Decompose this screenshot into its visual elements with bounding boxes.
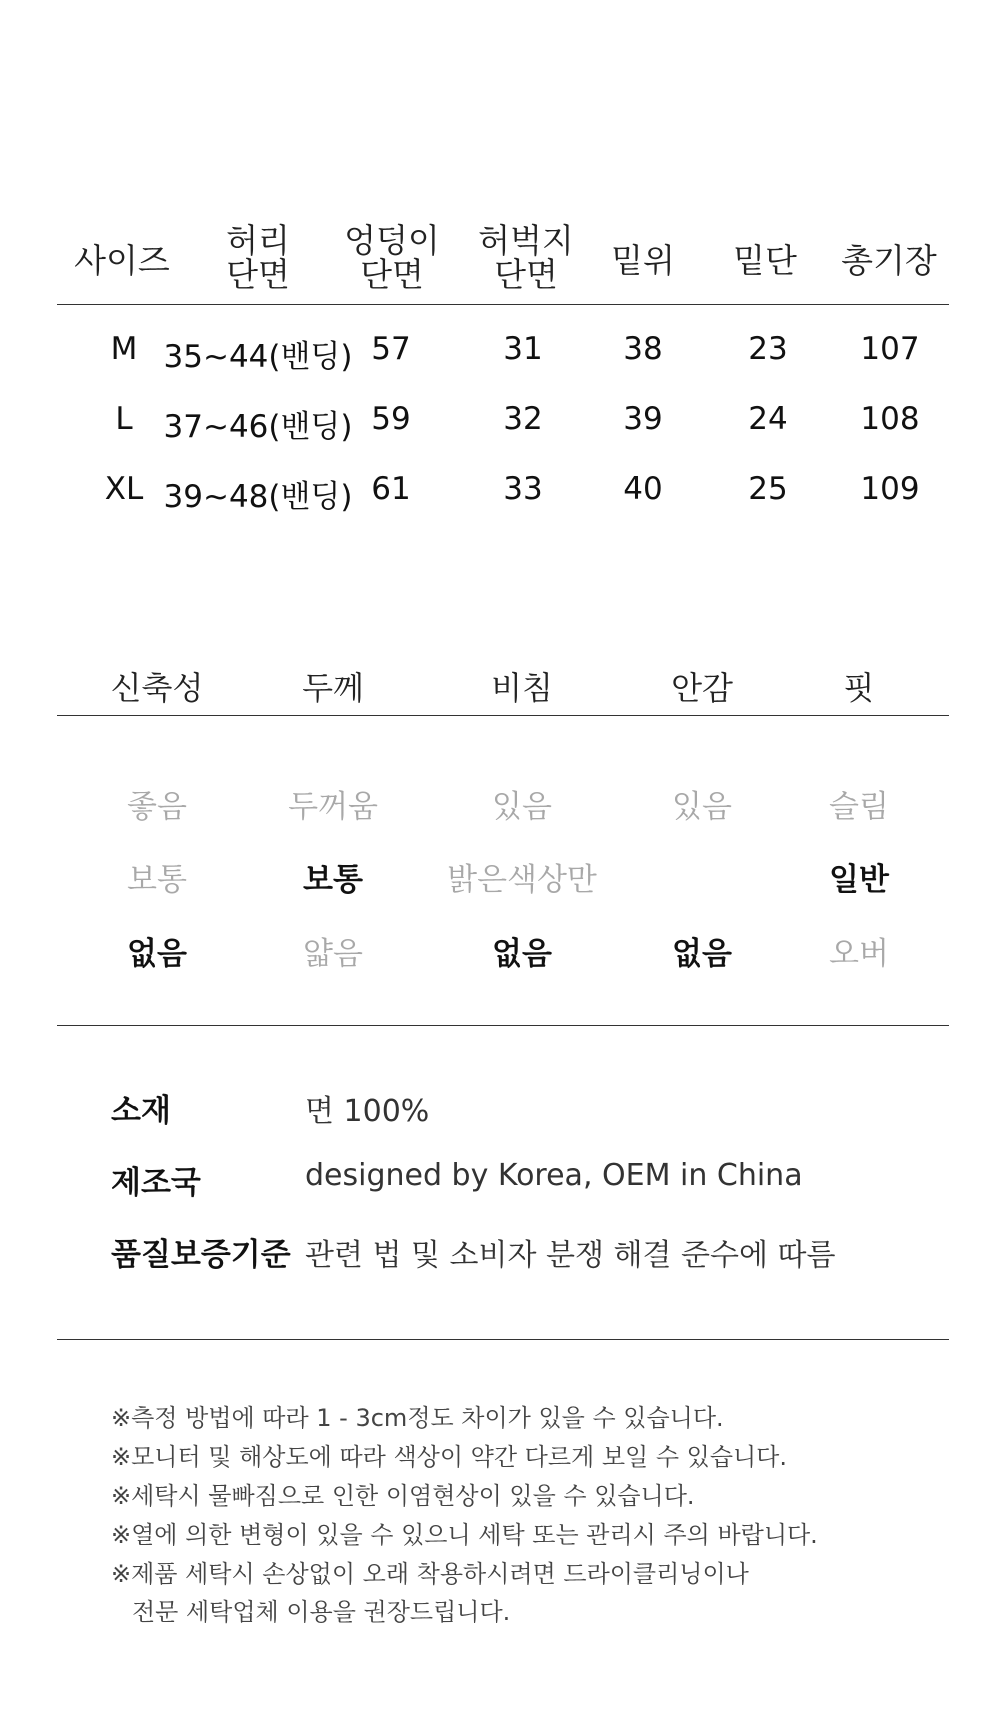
prop-header-stretch: 신축성 bbox=[110, 669, 204, 707]
option-fit-selected: 일반 bbox=[829, 862, 889, 898]
note-line: ※측정 방법에 따라 1 - 3cm정도 차이가 있을 수 있습니다. bbox=[111, 1404, 724, 1432]
cell-size: XL bbox=[104, 471, 144, 507]
header-hip bbox=[344, 221, 440, 294]
option-sheerness-selected: 없음 bbox=[492, 936, 552, 972]
cell-thigh: 32 bbox=[503, 401, 543, 437]
note-line: ※세탁시 물빠짐으로 인한 이염현상이 있을 수 있습니다. bbox=[111, 1482, 695, 1510]
note-line: ※제품 세탁시 손상없이 오래 착용하시려면 드라이클리닝이나 bbox=[111, 1560, 749, 1588]
cell-hem: 23 bbox=[748, 331, 788, 367]
size-table-divider bbox=[57, 304, 949, 305]
header-hem bbox=[733, 241, 797, 280]
header-total-length-label: 총기장 bbox=[841, 241, 937, 280]
section-divider bbox=[57, 1339, 949, 1340]
header-hip-line2: 단면 bbox=[360, 255, 424, 294]
option-sheerness: 있음 bbox=[492, 789, 552, 825]
cell-hem: 25 bbox=[748, 471, 788, 507]
option-fit: 슬림 bbox=[829, 789, 889, 825]
option-stretch: 좋음 bbox=[127, 789, 187, 825]
info-value-origin: designed by Korea, OEM in China bbox=[305, 1158, 803, 1193]
header-thigh-line1: 허벅지 bbox=[478, 221, 574, 260]
option-stretch-selected: 없음 bbox=[127, 936, 187, 972]
info-value-material: 면 100% bbox=[305, 1094, 430, 1129]
note-line: ※열에 의한 변형이 있을 수 있으니 세탁 또는 관리시 주의 바랍니다. bbox=[111, 1521, 818, 1549]
info-value-warranty: 관련 법 및 소비자 분쟁 해결 준수에 따름 bbox=[305, 1238, 836, 1273]
header-thigh-line2: 단면 bbox=[494, 255, 558, 294]
header-hip-line1: 엉덩이 bbox=[344, 221, 440, 260]
cell-total-length: 107 bbox=[860, 331, 920, 367]
cell-size: M bbox=[110, 331, 138, 367]
note-line: ※모니터 및 해상도에 따라 색상이 약간 다르게 보일 수 있습니다. bbox=[111, 1443, 787, 1471]
info-label-warranty: 품질보증기준 bbox=[111, 1237, 291, 1273]
header-hem-label: 밑단 bbox=[733, 241, 797, 280]
prop-header-lining: 안감 bbox=[671, 669, 733, 707]
header-waist-line2: 단면 bbox=[226, 255, 290, 294]
properties-divider bbox=[57, 715, 949, 716]
prop-header-sheerness: 비침 bbox=[491, 669, 553, 707]
cell-rise: 39 bbox=[623, 401, 663, 437]
header-rise-label: 밑위 bbox=[611, 241, 675, 280]
option-lining: 있음 bbox=[672, 789, 732, 825]
option-thickness: 얇음 bbox=[303, 936, 363, 972]
section-divider bbox=[57, 1025, 949, 1026]
note-line: 전문 세탁업체 이용을 권장드립니다. bbox=[132, 1598, 511, 1626]
cell-thigh: 33 bbox=[503, 471, 543, 507]
info-label-origin: 제조국 bbox=[111, 1165, 201, 1201]
prop-header-thickness: 두께 bbox=[302, 669, 364, 707]
cell-rise: 38 bbox=[623, 331, 663, 367]
option-fit: 오버 bbox=[829, 936, 889, 972]
option-sheerness: 밝은색상만 bbox=[447, 862, 597, 898]
cell-hip: 59 bbox=[371, 401, 411, 437]
cell-total-length: 108 bbox=[860, 401, 920, 437]
header-waist bbox=[226, 221, 290, 294]
option-thickness-selected: 보통 bbox=[303, 862, 363, 898]
cell-hip: 57 bbox=[371, 331, 411, 367]
header-total-length bbox=[841, 241, 937, 280]
cell-waist: 35~44(밴딩) bbox=[163, 339, 353, 375]
prop-header-fit: 핏 bbox=[843, 669, 875, 707]
cell-total-length: 109 bbox=[860, 471, 920, 507]
header-thigh bbox=[478, 221, 574, 294]
cell-hip: 61 bbox=[371, 471, 411, 507]
cell-thigh: 31 bbox=[503, 331, 543, 367]
cell-size: L bbox=[115, 401, 133, 437]
header-size bbox=[74, 241, 170, 280]
option-lining-selected: 없음 bbox=[672, 936, 732, 972]
cell-rise: 40 bbox=[623, 471, 663, 507]
header-size-label: 사이즈 bbox=[74, 241, 170, 280]
option-thickness: 두꺼움 bbox=[288, 789, 378, 825]
info-label-material: 소재 bbox=[111, 1093, 171, 1129]
option-stretch: 보통 bbox=[127, 862, 187, 898]
cell-waist: 39~48(밴딩) bbox=[163, 479, 353, 515]
header-waist-line1: 허리 bbox=[226, 221, 290, 260]
cell-waist: 37~46(밴딩) bbox=[163, 409, 353, 445]
header-rise bbox=[611, 241, 675, 280]
cell-hem: 24 bbox=[748, 401, 788, 437]
